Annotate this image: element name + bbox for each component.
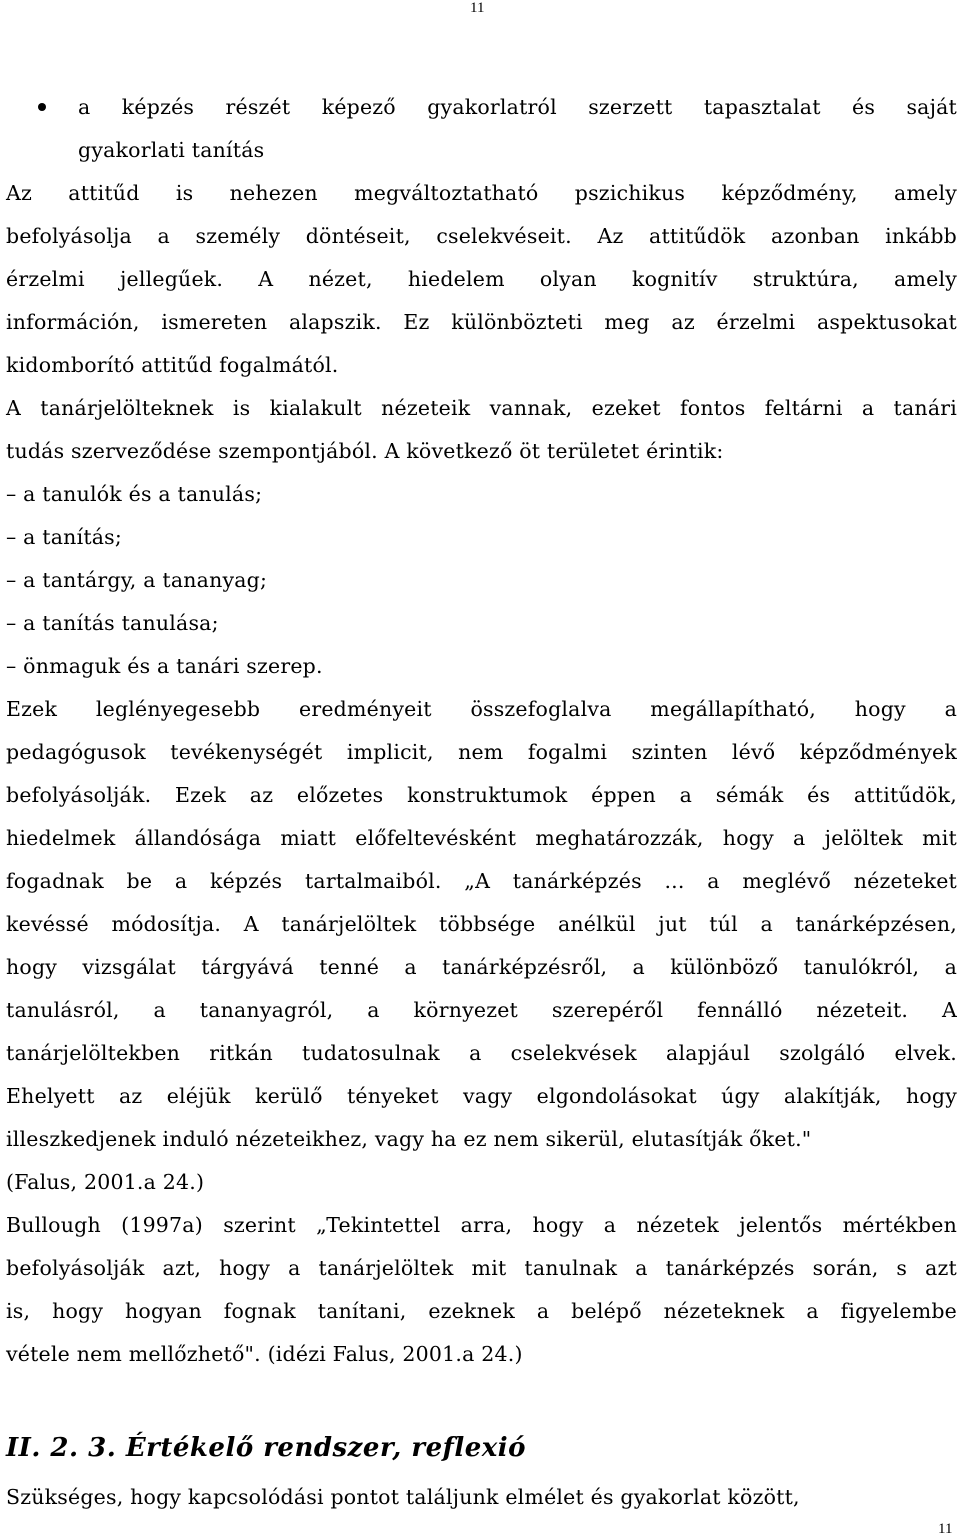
dash-list-item: – önmaguk és a tanári szerep. [6, 654, 323, 678]
text-line: információn, ismereten alapszik. Ez különbözteti meg az érzelmi aspektusokat [6, 310, 957, 334]
dash-list-item: – a tanítás; [6, 525, 123, 549]
text-line: érzelmi jellegűek. A nézet, hiedelem olyan kognitív struktúra, amely [6, 267, 957, 291]
text-line: hiedelmek állandósága miatt előfeltevésként meghatározzák, hogy a jelöltek mit [6, 826, 957, 850]
paragraph-teacher-candidates [6, 387, 957, 473]
text-line: kidomborító attitűd fogalmától. [6, 353, 339, 377]
text-line: Ehelyett az eléjük kerülő tényeket vagy elgondolásokat úgy alakítják, hogy [6, 1084, 957, 1108]
text-line: Bullough (1997a) szerint „Tekintettel arra, hogy a nézetek jelentős mértékben [6, 1213, 957, 1237]
text-line: Ezek leglényegesebb eredményeit összefoglalva megállapítható, hogy a [6, 697, 957, 721]
page-number-top: 11 [470, 0, 485, 16]
text-line: fogadnak be a képzés tartalmaiból. „A tanárképzés ... a meglévő nézeteket [6, 869, 957, 893]
section-heading: II. 2. 3. Értékelő rendszer, reflexió [6, 1433, 526, 1463]
text-line: hogy vizsgálat tárgyává tenné a tanárképzésről, a különböző tanulókról, a [6, 955, 957, 979]
text-line: tanulásról, a tananyagról, a környezet szerepéről fennálló nézeteit. A [6, 998, 957, 1022]
page-number-bottom: 11 [938, 1521, 953, 1537]
paragraph-attitude [6, 172, 957, 387]
bullet-icon [38, 103, 46, 111]
text-line: A tanárjelölteknek is kialakult nézeteik vannak, ezeket fontos feltárni a tanári [6, 396, 957, 420]
dash-list [6, 473, 957, 688]
text-line: kevéssé módosítja. A tanárjelöltek többsége anélkül jut túl a tanárképzésen, [6, 912, 957, 936]
paragraph-after-heading: Szükséges, hogy kapcsolódási pontot találjunk elmélet és gyakorlat között, [6, 1485, 800, 1509]
bullet-line: gyakorlati tanítás [78, 138, 265, 162]
paragraph-bullough [6, 1204, 957, 1376]
text-line: tudás szerveződése szempontjából. A következő öt területet érintik: [6, 439, 724, 463]
text-line: (Falus, 2001.a 24.) [6, 1170, 205, 1194]
text-line: is, hogy hogyan fognak tanítani, ezeknek a belépő nézeteknek a figyelembe [6, 1299, 957, 1323]
bullet-line: a képzés részét képező gyakorlatról szerzett tapasztalat és saját [78, 95, 957, 119]
body-text [6, 86, 957, 1376]
text-line: befolyásolják. Ezek az előzetes konstruktumok éppen a sémák és attitűdök, [6, 783, 957, 807]
paragraph-summary [6, 688, 957, 1204]
dash-list-item: – a tanulók és a tanulás; [6, 482, 263, 506]
text-line: befolyásolja a személy döntéseit, cselekvéseit. Az attitűdök azonban inkább [6, 224, 957, 248]
text-line: tanárjelöltekben ritkán tudatosulnak a cselekvések alapjául szolgáló elvek. [6, 1041, 957, 1065]
text-line: befolyásolják azt, hogy a tanárjelöltek mit tanulnak a tanárképzés során, s azt [6, 1256, 957, 1280]
dash-list-item: – a tanítás tanulása; [6, 611, 219, 635]
text-line: vétele nem mellőzhető". (idézi Falus, 2001.a 24.) [6, 1342, 523, 1366]
dash-list-item: – a tantárgy, a tananyag; [6, 568, 268, 592]
bullet-list-item [6, 86, 957, 172]
text-line: Az attitűd is nehezen megváltoztatható pszichikus képződmény, amely [6, 181, 957, 205]
text-line: illeszkedjenek induló nézeteikhez, vagy ha ez nem sikerül, elutasítják őket." [6, 1127, 812, 1151]
text-line: pedagógusok tevékenységét implicit, nem fogalmi szinten lévő képződmények [6, 740, 957, 764]
